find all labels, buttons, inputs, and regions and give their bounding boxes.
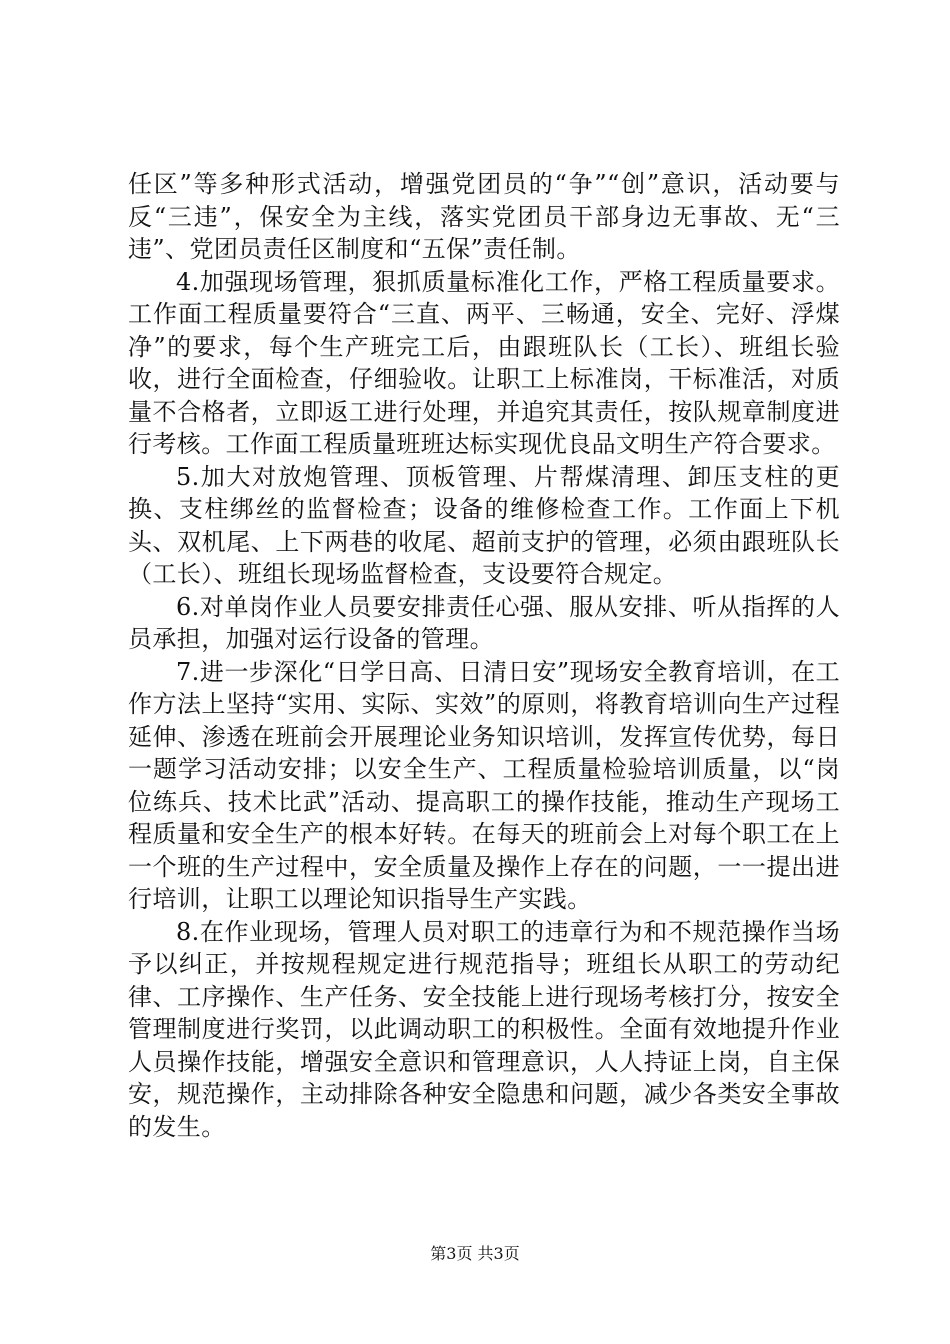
- paragraph-item-5: 5.加大对放炮管理、顶板管理、片帮煤清理、卸压支柱的更换、支柱绑丝的监督检查；设备的维修检查工作。工作面上下机头、双机尾、上下两巷的收尾、超前支护的管理，必须由跟班队长（工长）、班组长现场监督检查，支设要符合规定。: [128, 462, 840, 588]
- paragraph-continuation: 任区”等多种形式活动，增强党团员的“争”“创”意识，活动要与反“三违”，保安全为主线，落实党团员干部身边无事故、无“三违”、党团员责任区制度和“五保”责任制。: [128, 170, 840, 263]
- page-footer: 第3页 共3页: [430, 1244, 520, 1263]
- paragraph-item-7: 7.进一步深化“日学日高、日清日安”现场安全教育培训，在工作方法上坚持“实用、实际、实效”的原则，将教育培训向生产过程延伸、渗透在班前会开展理论业务知识培训，发挥宣传优势，每日一题学习活动安排；以安全生产、工程质量检验培训质量，以“岗位练兵、技术比武”活动、提高职工的操作技能，推动生产现场工程质量和安全生产的根本好转。在每天的班前会上对每个职工在上一个班的生产过程中，安全质量及操作上存在的问题，一一提出进行培训，让职工以理论知识指导生产实践。: [128, 657, 840, 913]
- document-body: [128, 168, 840, 1143]
- paragraph-item-6: 6.对单岗作业人员要安排责任心强、服从安排、听从指挥的人员承担，加强对运行设备的管理。: [128, 592, 840, 653]
- paragraph-item-8: 8.在作业现场，管理人员对职工的违章行为和不规范操作当场予以纠正，并按规程规定进行规范指导；班组长从职工的劳动纪律、工序操作、生产任务、安全技能上进行现场考核打分，按安全管理制度进行奖罚，以此调动职工的积极性。全面有效地提升作业人员操作技能，增强安全意识和管理意识，人人持证上岗，自主保安，规范操作，主动排除各种安全隐患和问题，减少各类安全事故的发生。: [128, 917, 840, 1141]
- paragraph-item-4: 4.加强现场管理，狠抓质量标准化工作，严格工程质量要求。工作面工程质量要符合“三直、两平、三畅通，安全、完好、浮煤净”的要求，每个生产班完工后，由跟班队长（工长）、班组长验收，进行全面检查，仔细验收。让职工上标准岗，干标准活，对质量不合格者，立即返工进行处理，并追究其责任，按队规章制度进行考核。工作面工程质量班班达标实现优良品文明生产符合要求。: [128, 267, 840, 458]
